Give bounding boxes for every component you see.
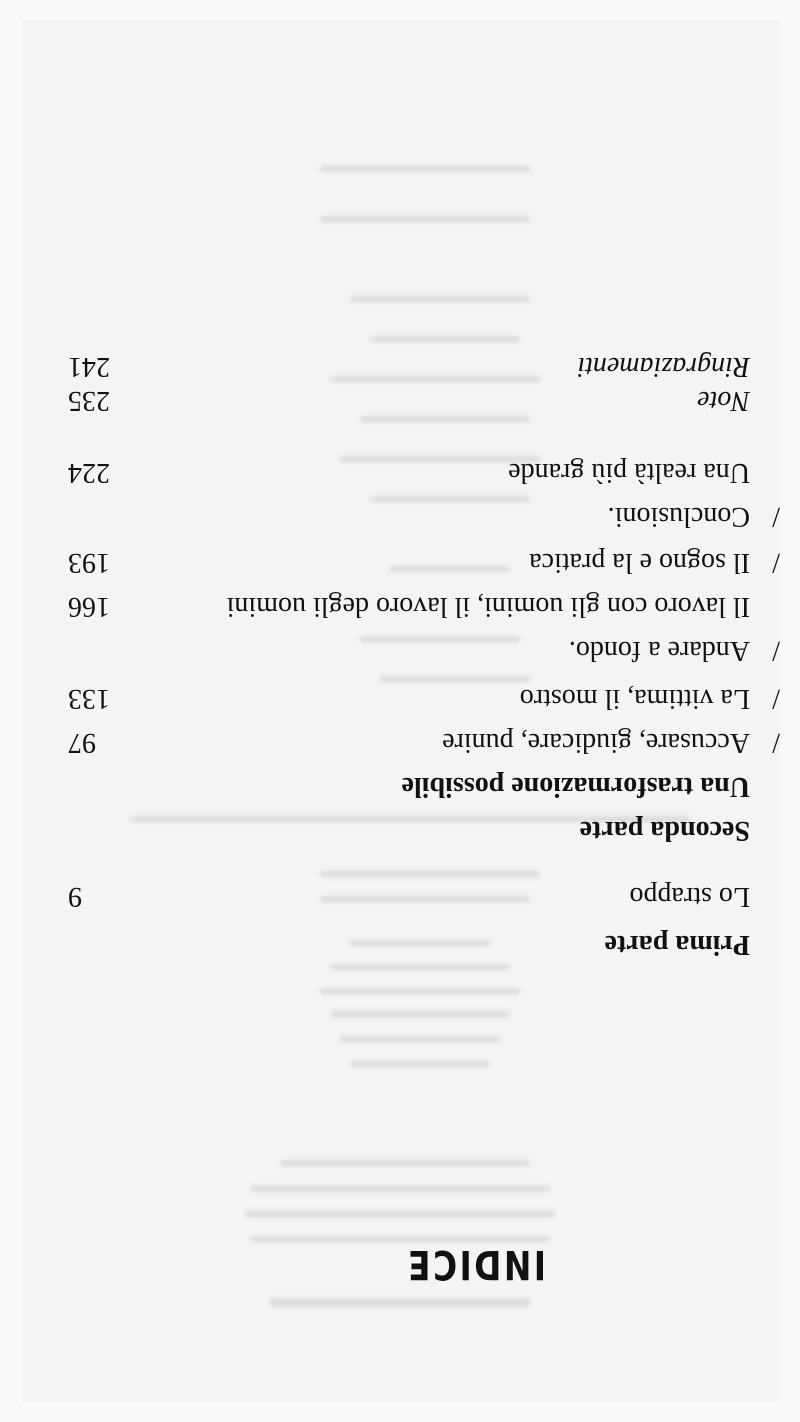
toc-page-note: 235 <box>68 385 110 416</box>
toc-separator: / <box>772 501 780 532</box>
toc-entry-sogno <box>529 546 780 578</box>
toc-separator: / <box>772 635 780 666</box>
toc-page-sogno: 193 <box>68 547 110 578</box>
toc-section-prima-parte: Prima parte <box>604 929 750 960</box>
toc-entry-label: Il sogno e la pratica <box>529 547 750 578</box>
toc-entry-label: Andare a fondo. <box>568 635 750 666</box>
table-of-contents <box>22 20 780 1402</box>
toc-section-seconda-parte: Seconda parte <box>579 815 750 846</box>
toc-entry-ringraziamenti: Ringraziamenti <box>577 351 750 382</box>
toc-separator: / <box>772 547 780 578</box>
toc-page-accusare: 97 <box>68 727 96 758</box>
toc-entry-accusare <box>442 726 780 758</box>
toc-separator: / <box>772 683 780 714</box>
book-page <box>22 20 780 1402</box>
toc-page-vittima: 133 <box>68 683 110 714</box>
toc-entry-label: Conclusioni. <box>607 501 750 532</box>
toc-page-realta: 224 <box>68 457 110 488</box>
toc-page-lavoro: 166 <box>68 591 110 622</box>
toc-page-lo-strappo: 9 <box>68 881 82 912</box>
toc-entry-realta: Una realtà più grande <box>508 457 750 488</box>
toc-page-ringraziamenti: 241 <box>68 351 110 382</box>
toc-entry-lavoro: Il lavoro con gli uomini, il lavoro degli uomini <box>226 591 750 622</box>
toc-separator: / <box>772 727 780 758</box>
toc-entry-label: Accusare, giudicare, punire <box>442 727 750 758</box>
toc-entry-vittima <box>519 682 780 714</box>
toc-entry-lo-strappo: Lo strappo <box>629 881 750 912</box>
toc-entry-trasformazione: Una trasformazione possibile <box>401 771 750 802</box>
toc-entry-conclusioni <box>607 500 780 532</box>
toc-entry-label: La vittima, il mostro <box>519 683 750 714</box>
toc-entry-note: Note <box>697 385 750 416</box>
toc-entry-andare <box>568 634 780 666</box>
page-title: INDICE <box>405 1241 546 1287</box>
